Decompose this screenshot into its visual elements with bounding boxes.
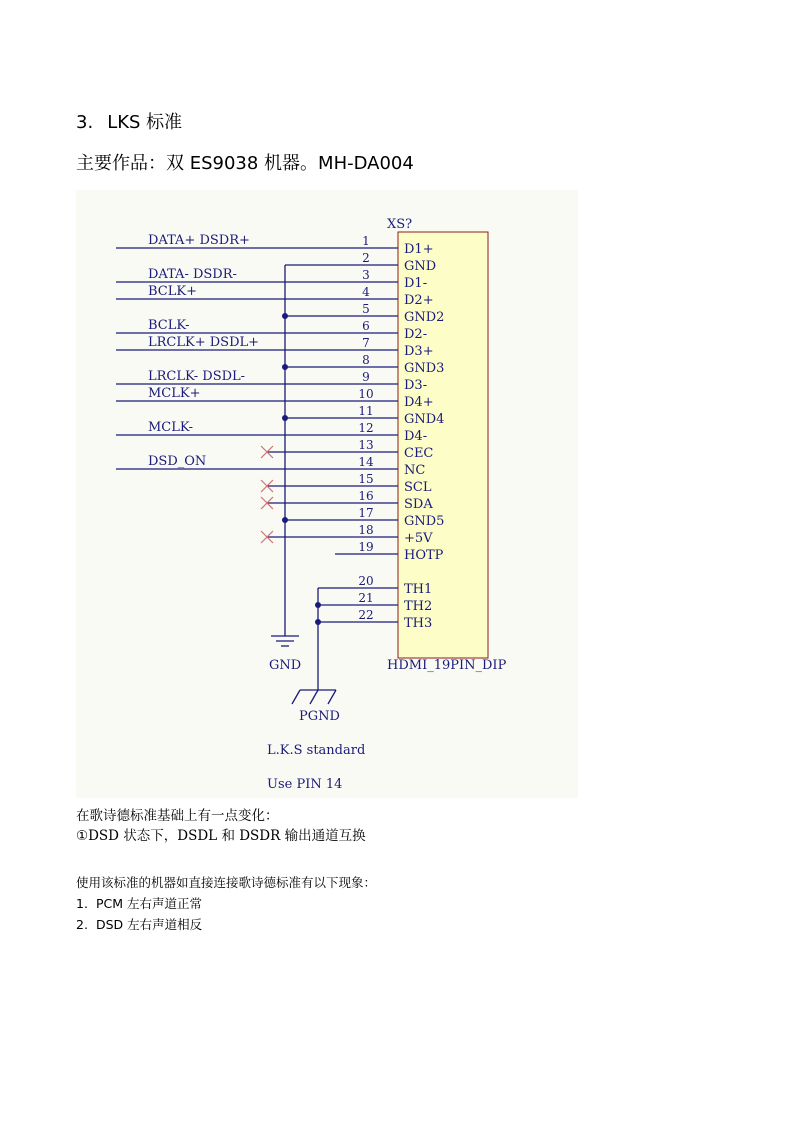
signal-label: BCLK+: [148, 284, 197, 299]
pin-name: GND: [404, 259, 437, 274]
pin-name: D4+: [404, 395, 434, 410]
signal-label: DATA+ DSDR+: [148, 233, 250, 248]
pin-number: 21: [358, 591, 374, 605]
pin-name: D4-: [404, 429, 428, 444]
pin-name: TH3: [404, 616, 433, 631]
phenomena-block: [76, 872, 376, 935]
pin-name: GND4: [404, 412, 445, 427]
pin-number: 19: [358, 540, 374, 554]
list-item-text: 左右声道相反: [127, 917, 203, 932]
pin-number: 6: [362, 319, 370, 333]
pin-number: 2: [362, 251, 370, 265]
pin-name: D3-: [404, 378, 428, 393]
pin-number: 1: [362, 234, 370, 248]
signal-label: MCLK+: [148, 386, 201, 401]
pin-number: 3: [362, 268, 370, 282]
signal-label: MCLK-: [148, 420, 194, 435]
signal-label: DATA- DSDR-: [148, 267, 237, 282]
pin-name: GND3: [404, 361, 445, 376]
notes-line-2: ①DSD 状态下，DSDL 和 DSDR 输出通道互换: [76, 828, 366, 844]
pin-number: 8: [362, 353, 370, 367]
hdmi-pinout-schematic: [76, 190, 578, 798]
phenomena-intro: 使用该标准的机器如直接连接歌诗德标准有以下现象：: [76, 875, 377, 890]
signal-label: DSD_ON: [148, 454, 207, 469]
pin-number: 22: [358, 608, 374, 622]
part-name-label: HDMI_19PIN_DIP: [387, 658, 507, 673]
pin-number: 9: [362, 370, 370, 384]
pin-usage-caption: Use PIN 14: [267, 777, 343, 792]
pin-number: 14: [358, 455, 374, 469]
standard-caption: L.K.S standard: [267, 743, 366, 758]
pin-number: 4: [362, 285, 370, 299]
pin-name: SDA: [404, 497, 433, 512]
pin-name: D1-: [404, 276, 428, 291]
pin-name: TH2: [404, 599, 433, 614]
section-title: LKS 标准: [107, 112, 183, 133]
pin-name: D2-: [404, 327, 428, 342]
pin-name: +5V: [404, 531, 433, 546]
pin-name: HOTP: [404, 548, 444, 563]
list-item: [76, 914, 376, 935]
pin-number: 17: [358, 506, 374, 520]
pgnd-symbol-label: PGND: [299, 709, 340, 724]
pin-name: GND5: [404, 514, 445, 529]
pin-number: 15: [358, 472, 374, 486]
signal-label: LRCLK- DSDL-: [148, 369, 246, 384]
list-item-text: 左右声道正常: [127, 896, 203, 911]
pin-name: GND2: [404, 310, 445, 325]
pin-name: TH1: [404, 582, 433, 597]
pin-number: 10: [358, 387, 374, 401]
pin-number: 13: [358, 438, 374, 452]
pin-name: SCL: [404, 480, 432, 495]
signal-label: BCLK-: [148, 318, 190, 333]
pin-number: 18: [358, 523, 374, 537]
main-works-line: 主要作品：双 ES9038 机器。MH-DA004: [76, 153, 414, 174]
list-item-key: PCM: [95, 896, 123, 911]
pin-name: D3+: [404, 344, 434, 359]
list-item-number: 2.: [76, 917, 88, 932]
signal-label: LRCLK+ DSDL+: [148, 335, 260, 350]
pin-number: 5: [362, 302, 370, 316]
list-item-key: DSD: [95, 917, 124, 932]
list-item: [76, 893, 376, 914]
pin-name: D1+: [404, 242, 434, 257]
section-number: 3.: [76, 112, 94, 133]
pin-number: 16: [358, 489, 374, 503]
pin-name: NC: [404, 463, 426, 478]
section-heading: [76, 108, 182, 134]
designator-label: XS?: [387, 217, 413, 232]
gnd-symbol-label: GND: [269, 658, 302, 673]
pin-number: 20: [358, 574, 374, 588]
pin-name: CEC: [404, 446, 434, 461]
pin-number: 7: [362, 336, 370, 350]
pin-name: D2+: [404, 293, 434, 308]
list-item-number: 1.: [76, 896, 88, 911]
notes-line-1: 在歌诗德标准基础上有一点变化：: [76, 808, 279, 824]
pin-number: 12: [358, 421, 374, 435]
pin-number: 11: [358, 404, 374, 418]
notes-block: [76, 806, 366, 846]
